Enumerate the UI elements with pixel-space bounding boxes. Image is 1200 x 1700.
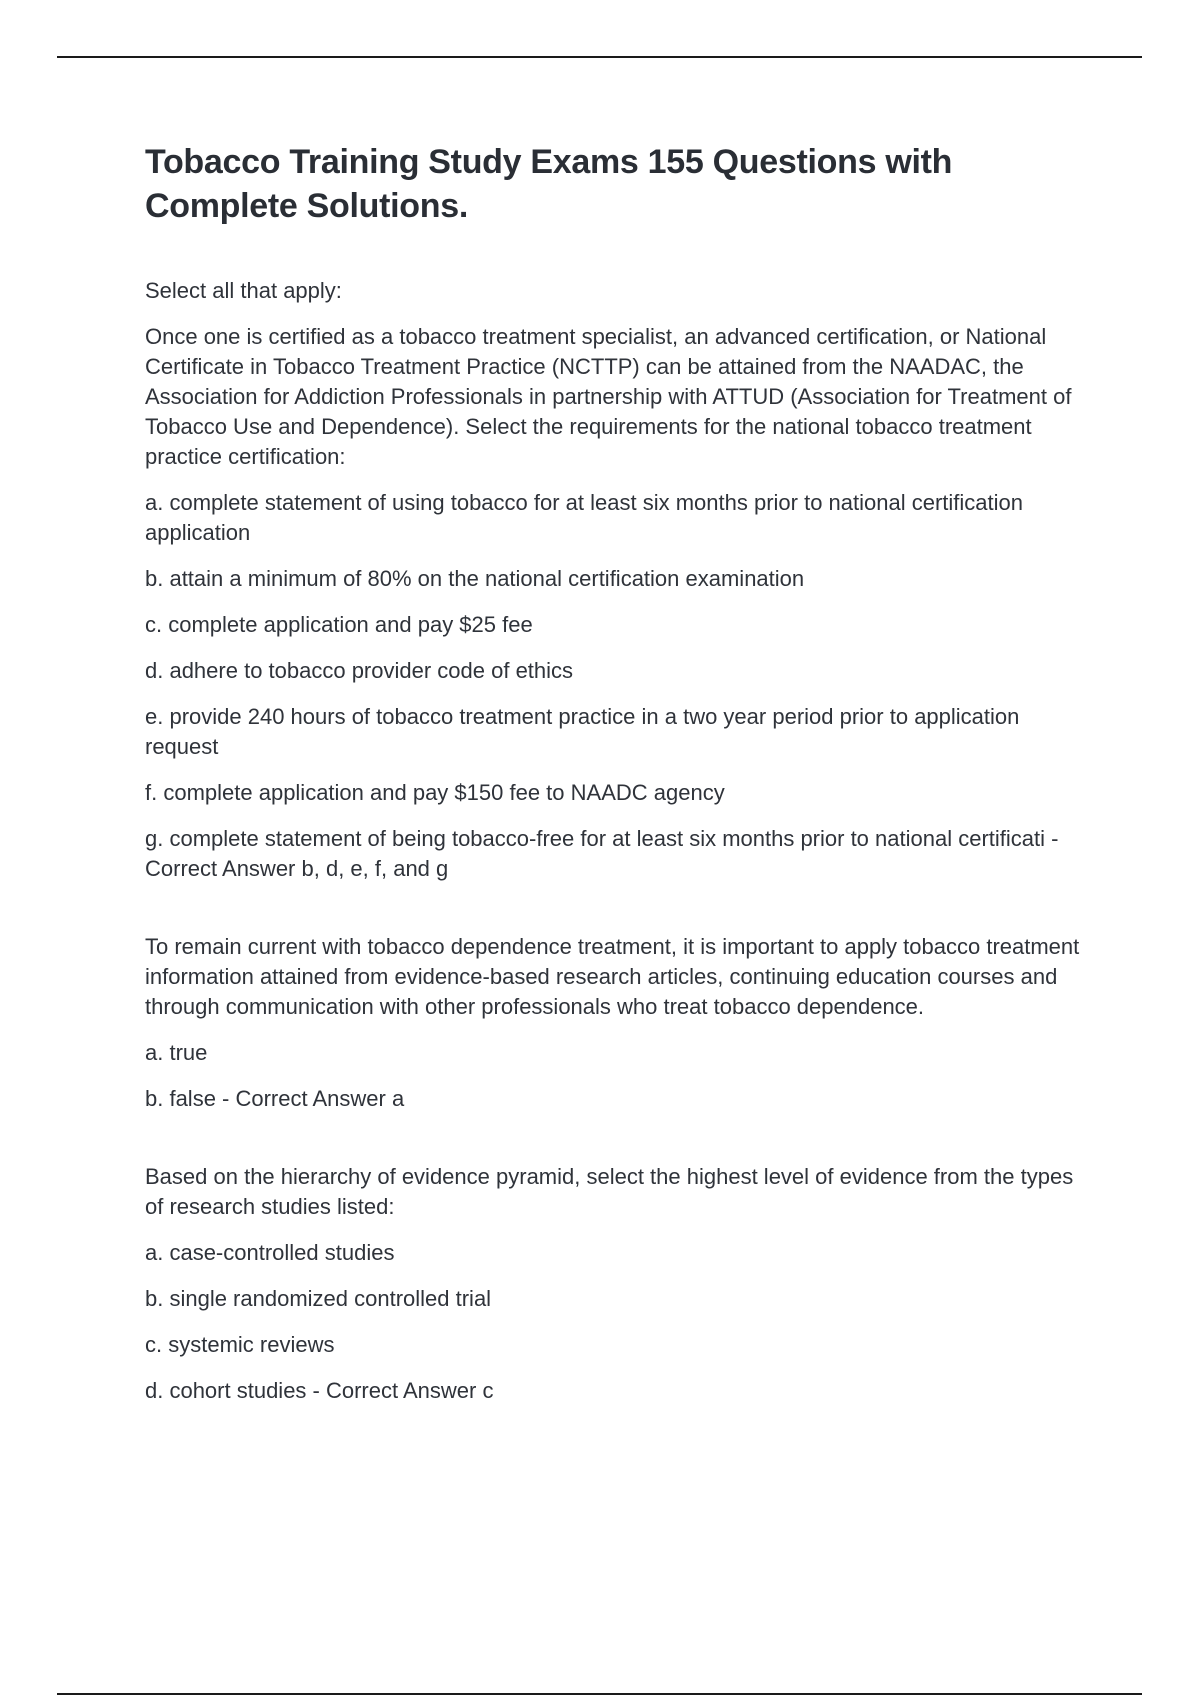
question-instruction: Select all that apply: (145, 278, 342, 303)
question-stem: Based on the hierarchy of evidence pyramid, select the highest level of evidence from the types of research studies listed: (145, 1164, 1074, 1219)
answer-option: b. single randomized controlled trial (145, 1286, 492, 1311)
question-stem: To remain current with tobacco dependence treatment, it is important to apply tobacco treatment information attained from evidence-based research articles, continuing education courses and through communication with other professionals who treat tobacco dependence. (145, 934, 1080, 1019)
question-block (145, 1162, 1095, 1406)
question-stem: Once one is certified as a tobacco treatment specialist, an advanced certification, or National Certificate in Tobacco Treatment Practice (NCTTP) can be attained from the NAADAC, the Association for Addiction Professionals in partnership with ATTUD (Association for Treatment of Tobacco Use and Dependence). Select the requirements for the national tobacco treatment practice certification: (145, 324, 1072, 469)
answer-option: a. case-controlled studies (145, 1240, 395, 1265)
answer-option: b. attain a minimum of 80% on the national certification examination (145, 566, 805, 591)
answer-option: c. systemic reviews (145, 1332, 335, 1357)
question-block (145, 276, 1095, 884)
question-block (145, 932, 1095, 1114)
answer-option: a. true (145, 1040, 208, 1065)
top-divider (57, 56, 1142, 58)
answer-option-with-correct-answer: d. cohort studies - Correct Answer c (145, 1378, 494, 1403)
question-spacer (145, 900, 1095, 932)
answer-option: a. complete statement of using tobacco for at least six months prior to national certification application (145, 490, 1024, 545)
answer-option: d. adhere to tobacco provider code of ethics (145, 658, 574, 683)
question-spacer (145, 1130, 1095, 1162)
answer-option: c. complete application and pay $25 fee (145, 612, 533, 637)
answer-option-with-correct-answer: b. false - Correct Answer a (145, 1086, 405, 1111)
answer-option-with-correct-answer: g. complete statement of being tobacco-free for at least six months prior to national certificati - Correct Answer b, d, e, f, and g (145, 826, 1059, 881)
document-title: Tobacco Training Study Exams 155 Questions with Complete Solutions. (145, 143, 953, 225)
bottom-divider (57, 1693, 1142, 1695)
answer-option: f. complete application and pay $150 fee to NAADC agency (145, 780, 725, 805)
document-body (145, 140, 1095, 1422)
answer-option: e. provide 240 hours of tobacco treatment practice in a two year period prior to application request (145, 704, 1020, 759)
